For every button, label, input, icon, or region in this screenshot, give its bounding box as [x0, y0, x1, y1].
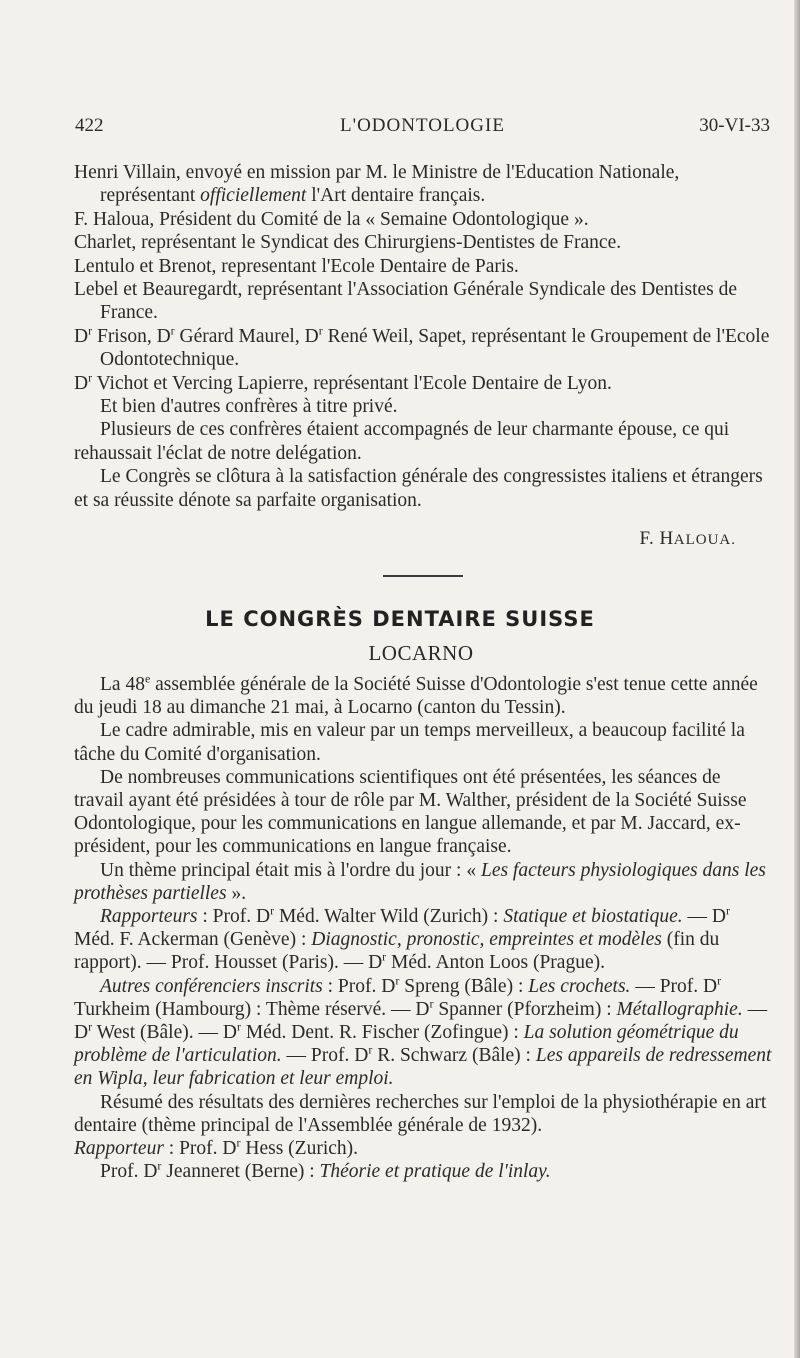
section-divider — [383, 575, 463, 577]
paragraph: Le cadre admirable, mis en valeur par un temps merveilleux, a beaucoup facilité la tâche du Comité d'organisation. — [74, 720, 745, 765]
paragraph: Plusieurs de ces confrères étaient accompagnés de leur charmante épouse, ce qui rehaussait l'éclat de notre delégation. — [74, 419, 730, 464]
signature: F. HALOUA. — [639, 528, 736, 549]
delegation-list — [74, 161, 774, 512]
list-item: Lebel et Beauregardt, représentant l'Association Générale Syndicale des Dentistes de France. — [74, 279, 738, 324]
paragraph: Rapporteur : Prof. $D^r$ Hess (Zurich). — [74, 1135, 359, 1160]
list-item: $D^r$ Frison, $D^r$ Gérard Maurel, $D^r$ René Weil, Sapet, représentant le Groupement de l'Ecole Odontotechnique. — [74, 323, 770, 371]
page-edge — [794, 0, 800, 1358]
paragraph: Et bien d'autres confrères à titre privé. — [100, 396, 398, 418]
article-body — [74, 673, 774, 1183]
list-item: F. Haloua, Président du Comité de la « Semaine Odontologique ». — [74, 208, 589, 230]
paragraph: La 48e assemblée générale de la Société Suisse d'Odontologie s'est tenue cette année du jeudi 18 au dimanche 21 mai, à Locarno (canton du Tessin). — [74, 671, 758, 719]
paragraph: De nombreuses communications scientifiques ont été présentées, les séances de travail ayant été présidées à tour de rôle par M. Walther, président de la Société Suisse Odontologique, pour les communications en langue allemande, et par M. Jaccard, ex-président, pour les communications en langue française. — [74, 766, 747, 858]
list-item: Charlet, représentant le Syndicat des Chirurgiens-Dentistes de France. — [74, 232, 622, 254]
paragraph: Prof. $D^r$ Jeanneret (Berne) : Théorie et pratique de l'inlay. — [100, 1158, 551, 1183]
section-subheading: LOCARNO — [368, 641, 474, 665]
paragraph: Rapporteurs : Prof. $D^r$ Méd. Walter Wild (Zurich) : Statique et biostatique. — $D^r$ Méd. F. Ackerman (Genève) : Diagnostic, pronostic, empreintes et modèles (fin du rapport). — Prof. Housset (Paris). — $D^r$ Méd. Anton Loos (Prague). — [74, 903, 730, 974]
page-header — [75, 115, 770, 145]
paragraph: Le Congrès se clôtura à la satisfaction générale des congressistes italiens et étrangers et sa réussite dénote sa parfaite organisation. — [74, 466, 763, 511]
section-heading: LE CONGRÈS DENTAIRE SUISSE — [205, 607, 595, 631]
list-item: Henri Villain, envoyé en mission par M. le Ministre de l'Education Nationale, représentant officiellement l'Art dentaire français. — [74, 162, 680, 207]
issue-date: 30-VI-33 — [699, 115, 770, 136]
list-item: $D^r$ Vichot et Vercing Lapierre, représentant l'Ecole Dentaire de Lyon. — [74, 370, 612, 394]
paragraph: Résumé des résultats des dernières recherches sur l'emploi de la physiothérapie en art dentaire (thème principal de l'Assemblée générale de 1932). — [74, 1091, 767, 1136]
list-item: Lentulo et Brenot, representant l'Ecole Dentaire de Paris. — [74, 255, 519, 277]
paragraph: Un thème principal était mis à l'ordre du jour : « Les facteurs physiologiques dans les prothèses partielles ». — [74, 859, 766, 904]
page-number: 422 — [75, 115, 104, 136]
paragraph: Autres conférenciers inscrits : Prof. $D^r$ Spreng (Bâle) : Les crochets. — Prof. $D^r$ Turkheim (Hambourg) : Thème réservé. — $D^r$ Spanner (Pforzheim) : Métallographie. — $D^r$ West (Bâle). — $D^r$ Méd. Dent. R. Fischer (Zofingue) : La solution géométrique du problème de l'articulation. — Prof. $D^r$ R. Schwarz (Bâle) : Les appareils de redressement en Wipla, leur fabrication et leur emploi. — [74, 973, 772, 1090]
journal-title: L'ODONTOLOGIE — [340, 115, 505, 136]
